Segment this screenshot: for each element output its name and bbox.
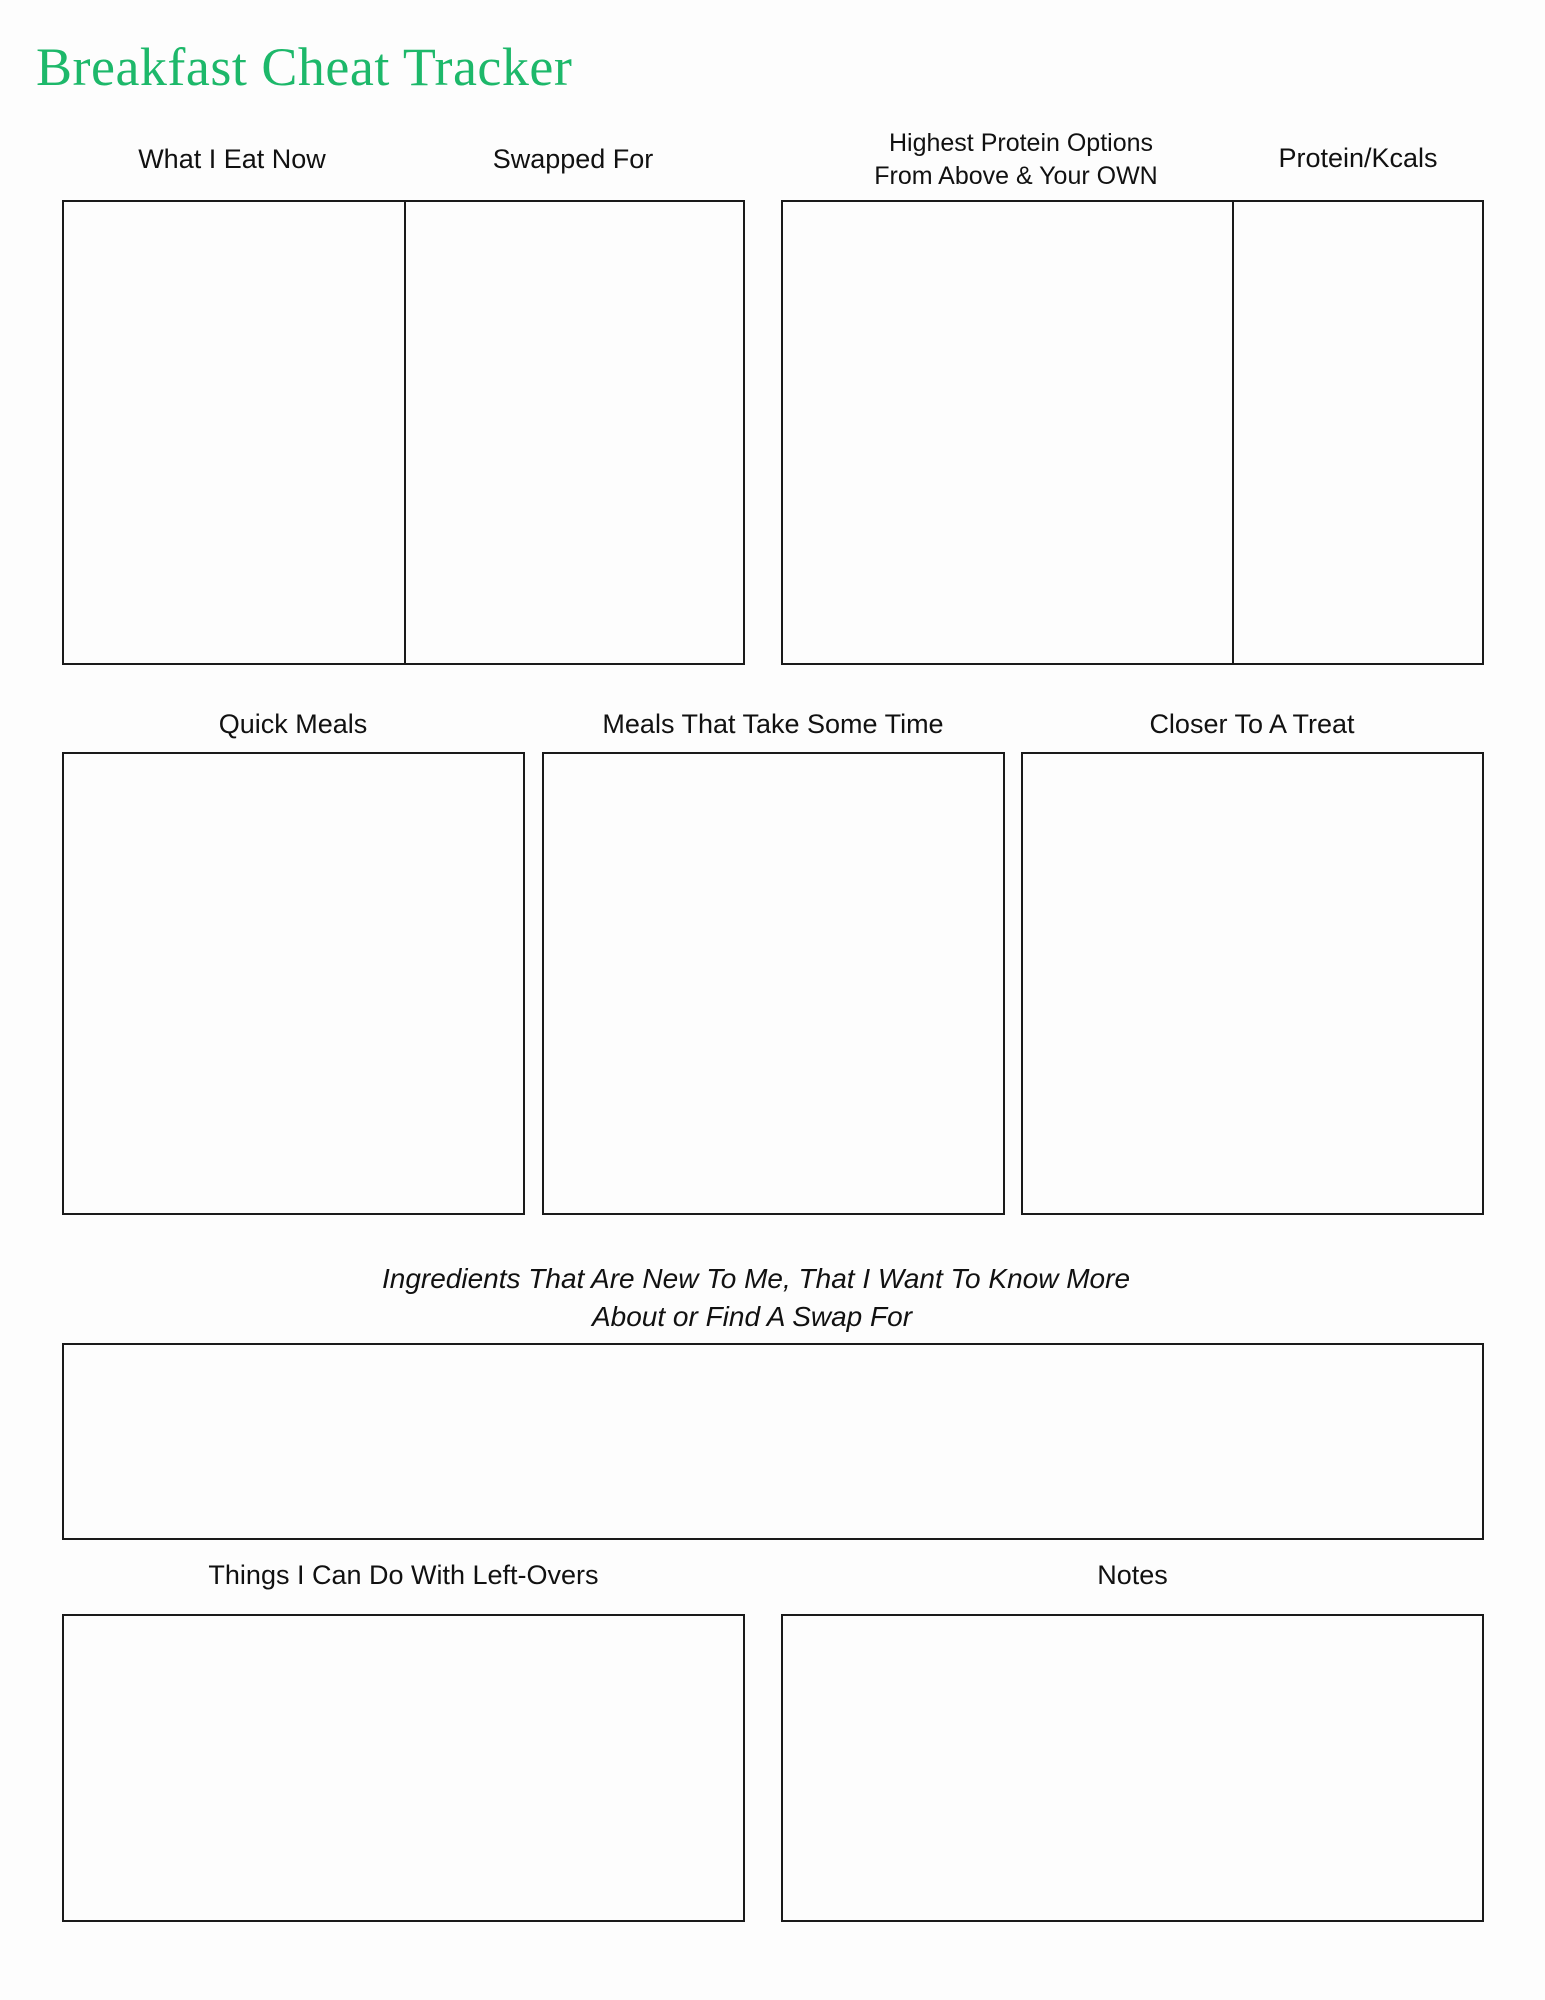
page-title: Breakfast Cheat Tracker xyxy=(36,37,573,97)
ingredients-label-line1: Ingredients That Are New To Me, That I Want To Know More xyxy=(381,1263,1131,1294)
what-i-eat-now-label: What I Eat Now xyxy=(138,144,326,174)
meals-some-time-box[interactable] xyxy=(542,752,1005,1215)
notes-box[interactable] xyxy=(781,1614,1484,1922)
meals-some-time-label: Meals That Take Some Time xyxy=(602,709,944,739)
quick-meals-label: Quick Meals xyxy=(218,709,368,739)
table-divider xyxy=(1232,202,1234,663)
highest-protein-label-line1: Highest Protein Options xyxy=(888,129,1154,157)
leftovers-box[interactable] xyxy=(62,1614,745,1922)
ingredients-box[interactable] xyxy=(62,1343,1484,1540)
closer-to-treat-box[interactable] xyxy=(1021,752,1484,1215)
leftovers-label: Things I Can Do With Left-Overs xyxy=(208,1560,599,1590)
protein-options-table xyxy=(781,200,1484,665)
what-i-eat-swapped-table xyxy=(62,200,745,665)
table-divider xyxy=(404,202,406,663)
notes-label: Notes xyxy=(1097,1560,1168,1590)
swapped-for-label: Swapped For xyxy=(492,144,654,174)
closer-to-treat-label: Closer To A Treat xyxy=(1149,709,1355,739)
protein-kcals-label: Protein/Kcals xyxy=(1278,143,1438,173)
quick-meals-box[interactable] xyxy=(62,752,525,1215)
ingredients-label-line2: About or Find A Swap For xyxy=(591,1301,913,1332)
highest-protein-label-line2: From Above & Your OWN xyxy=(874,162,1158,190)
